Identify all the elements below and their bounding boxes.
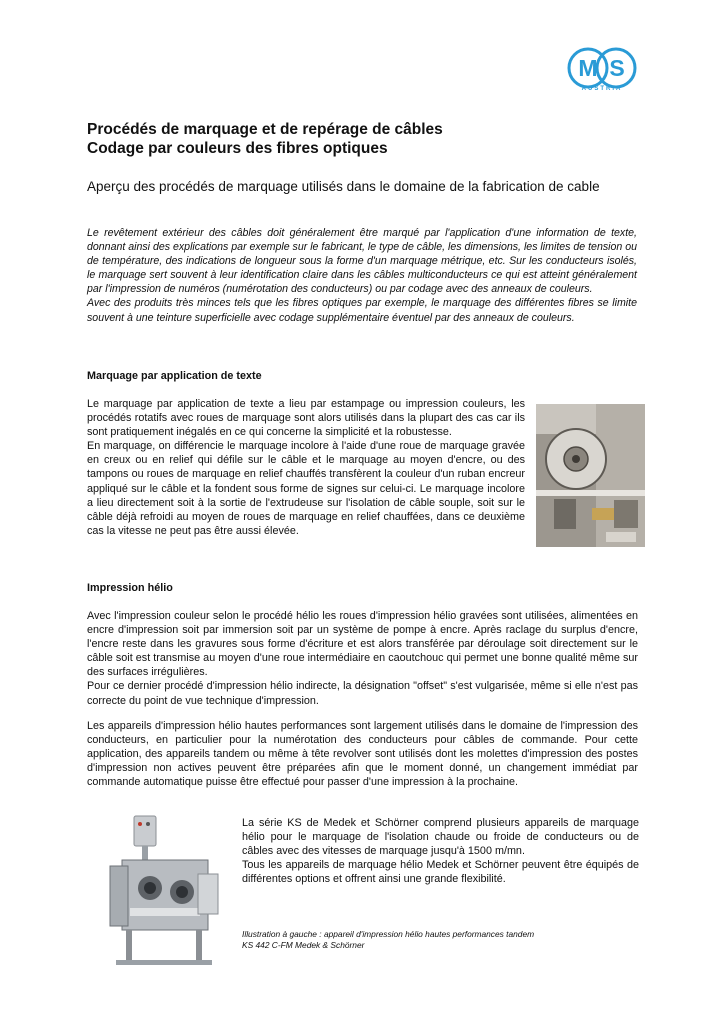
intro-paragraph: Avec des produits très minces tels que les fibres optiques par exemple, le marquage des différentes fibres se limite souvent à une teinture superficielle avec codage supplémentaire éventuel par des anneaux de couleurs. [87, 297, 637, 324]
svg-text:M: M [578, 55, 598, 81]
title-line-2: Codage par couleurs des fibres optiques [87, 140, 388, 157]
section-body [87, 609, 638, 708]
body-paragraph: En marquage, on différencie le marquage incolore à l'aide d'une roue de marquage gravée en creux ou en relief qui défile sur le câble et le marquage au moyen d'encre, ou des tampons ou roues de marquage en relief chauffés transfèrent la couleur d'un ruban encreur appliqué sur le câble et la fondent sous forme de signes sur celui-ci. Le marquage incolore a lieu directement soit à la sortie de l'extrudeuse sur l'isolation de câble souple, soit sur le câble déjà refroidi au moyen de roues de marquage en relief chauffées, dans ce deuxième cas la vitesse ne peut pas être aussi élevée. [87, 440, 525, 537]
svg-text:S: S [609, 55, 625, 81]
marking-wheel-photo [536, 404, 645, 547]
page-title [87, 120, 647, 158]
body-paragraph: Avec l'impression couleur selon le procédé hélio les roues d'impression hélio gravées sont utilisées, alimentées en encre d'impression soit par immersion soit par un système de pompe à encre. Après raclage du surplus d'encre, l'encre reste dans les gravures sous forme d'écriture et est alors transférée par déroulage soit directement sur le câble soit est transmise au moyen d'une roue intermédiaire en caoutchouc qui permet une bonne qualité même sur des surfaces irrégulières. [87, 610, 638, 679]
image-caption [242, 929, 642, 951]
body-paragraph: Les appareils d'impression hélio hautes performances sont largement utilisés dans le domaine de l'impression des conducteurs, en particulier pour la numérotation des conducteurs pour câbles de commande. Pour cette application, des appareils tandem ou même à tête revolver sont utilisés dont les molettes d'impression des postes d'impression non actives peuvent être préparées afin que le moment donné, un changement immédiat par commande automatique puisse être effectué pour passer d'une impression à la prochaine. [87, 720, 638, 789]
body-paragraph: La série KS de Medek et Schörner comprend plusieurs appareils de marquage hélio pour le marquage de l'isolation chaude ou froide de conducteurs ou de câbles avec des vitesses de marquage jusqu'à 1500 m/mn. [242, 817, 639, 858]
page-subtitle: Aperçu des procédés de marquage utilisés dans le domaine de la fabrication de cable [87, 179, 600, 194]
caption-line: Illustration à gauche : appareil d'impression hélio hautes performances tandem [242, 929, 535, 939]
body-paragraph: Pour ce dernier procédé d'impression hélio indirecte, la désignation "offset" s'est vulgarisée, même si elle n'est pas correcte du point de vue technique d'impression. [87, 680, 638, 707]
logo-subtitle: AUSTRIA [581, 86, 623, 92]
section-heading: Impression hélio [87, 582, 173, 594]
section-body [87, 719, 638, 789]
title-line-1: Procédés de marquage et de repérage de câbles [87, 121, 443, 138]
intro-text [87, 226, 637, 325]
section-body [242, 816, 639, 886]
section-heading: Marquage par application de texte [87, 370, 262, 382]
intro-paragraph: Le revêtement extérieur des câbles doit généralement être marqué par l'application d'une information de texte, donnant ainsi des explications par exemple sur le fabricant, le type de câble, les dimensions, les limites de tension ou de température, des indications de longueur sous la forme d'un marquage métrique, etc. Sur les conducteurs isolés, le marquage sert souvent à leur identification claire dans les câbles multiconducteurs ce qui est atteint généralement par l'impression de numéros (numérotation des conducteurs) ou par codage avec des anneaux de couleurs. [87, 227, 638, 296]
caption-line: KS 442 C-FM Medek & Schörner [242, 940, 365, 950]
section-body [87, 397, 525, 538]
printing-machine-photo [86, 812, 230, 970]
body-paragraph: Le marquage par application de texte a lieu par estampage ou impression couleurs, les procédés rotatifs avec roues de marquage sont alors utilisés dans la plupart des cas car ils sont pratiquement inégalés en ce qui concerne la simplicité et la robustesse. [87, 398, 525, 439]
body-paragraph: Tous les appareils de marquage hélio Medek et Schörner peuvent être équipés de différentes options et offrent ainsi une grande flexibilité. [242, 859, 639, 886]
